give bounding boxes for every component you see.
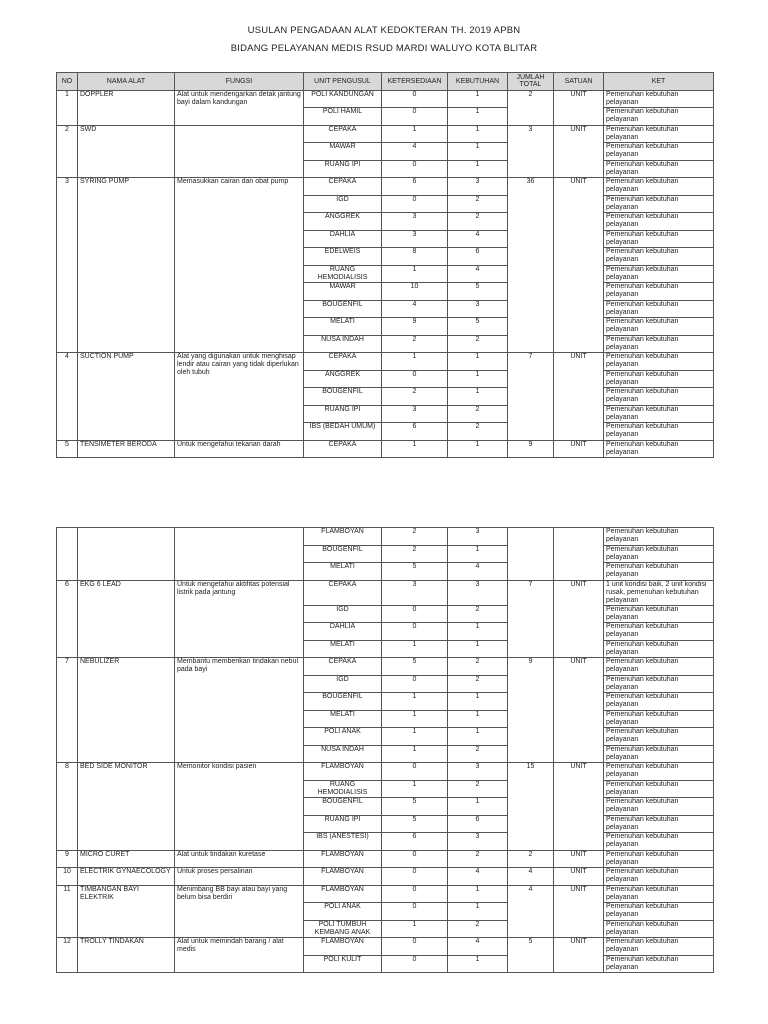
cell-ket: Pemenuhan kebutuhan pelayanan bbox=[604, 230, 714, 248]
cell-ketersediaan: 2 bbox=[382, 335, 448, 353]
cell-ketersediaan: 2 bbox=[382, 528, 448, 546]
cell-unit-pengusul: FLAMBOYAN bbox=[304, 763, 382, 781]
cell-unit-pengusul: DAHLIA bbox=[304, 230, 382, 248]
cell-satuan: UNIT bbox=[554, 763, 604, 851]
cell-unit-pengusul: CEPAKA bbox=[304, 580, 382, 605]
cell-ketersediaan: 1 bbox=[382, 125, 448, 143]
cell-kebutuhan: 1 bbox=[448, 125, 508, 143]
cell-unit-pengusul: RUANG IPI bbox=[304, 160, 382, 178]
cell-jumlah-total bbox=[508, 528, 554, 581]
cell-nama-alat: TROLLY TINDAKAN bbox=[78, 938, 175, 973]
cell-ket: Pemenuhan kebutuhan pelayanan bbox=[604, 353, 714, 371]
cell-unit-pengusul: POLI KULIT bbox=[304, 955, 382, 973]
cell-fungsi bbox=[175, 125, 304, 178]
cell-kebutuhan: 2 bbox=[448, 675, 508, 693]
cell-jumlah-total: 9 bbox=[508, 440, 554, 458]
cell-unit-pengusul: EDELWEIS bbox=[304, 248, 382, 266]
cell-kebutuhan: 5 bbox=[448, 318, 508, 336]
cell-ket: Pemenuhan kebutuhan pelayanan bbox=[604, 605, 714, 623]
cell-ket: Pemenuhan kebutuhan pelayanan bbox=[604, 815, 714, 833]
table-row bbox=[57, 528, 714, 546]
cell-fungsi: Untuk proses persalinan bbox=[175, 868, 304, 886]
header-ket: KET bbox=[604, 73, 714, 91]
cell-kebutuhan: 2 bbox=[448, 423, 508, 441]
table-row bbox=[57, 763, 714, 781]
cell-nama-alat: ELECTRIK GYNAECOLOGY bbox=[78, 868, 175, 886]
cell-unit-pengusul: FLAMBOYAN bbox=[304, 528, 382, 546]
header-nama-alat: NAMA ALAT bbox=[78, 73, 175, 91]
cell-ket: Pemenuhan kebutuhan pelayanan bbox=[604, 780, 714, 798]
cell-ket: Pemenuhan kebutuhan pelayanan bbox=[604, 248, 714, 266]
cell-ketersediaan: 5 bbox=[382, 815, 448, 833]
cell-ketersediaan: 5 bbox=[382, 798, 448, 816]
cell-fungsi: Memonitor kondisi pasien bbox=[175, 763, 304, 851]
cell-ket: Pemenuhan kebutuhan pelayanan bbox=[604, 850, 714, 868]
cell-ketersediaan: 0 bbox=[382, 623, 448, 641]
cell-kebutuhan: 2 bbox=[448, 335, 508, 353]
cell-ketersediaan: 6 bbox=[382, 423, 448, 441]
cell-kebutuhan: 4 bbox=[448, 938, 508, 956]
cell-unit-pengusul: MAWAR bbox=[304, 283, 382, 301]
cell-kebutuhan: 1 bbox=[448, 693, 508, 711]
cell-ket: Pemenuhan kebutuhan pelayanan bbox=[604, 318, 714, 336]
table-row bbox=[57, 658, 714, 676]
cell-jumlah-total: 7 bbox=[508, 353, 554, 441]
cell-no bbox=[57, 528, 78, 581]
equipment-table-part-1 bbox=[56, 72, 714, 458]
cell-ketersediaan: 6 bbox=[382, 178, 448, 196]
document-title: USULAN PENGADAAN ALAT KEDOKTERAN TH. 2019 APBN bbox=[247, 25, 521, 36]
cell-ketersediaan: 0 bbox=[382, 850, 448, 868]
cell-unit-pengusul: IGD bbox=[304, 605, 382, 623]
cell-kebutuhan: 3 bbox=[448, 580, 508, 605]
cell-kebutuhan: 2 bbox=[448, 605, 508, 623]
cell-unit-pengusul: CEPAKA bbox=[304, 353, 382, 371]
cell-ketersediaan: 1 bbox=[382, 710, 448, 728]
cell-unit-pengusul: ANGGREK bbox=[304, 213, 382, 231]
cell-ketersediaan: 5 bbox=[382, 563, 448, 581]
cell-kebutuhan: 2 bbox=[448, 745, 508, 763]
table-row bbox=[57, 125, 714, 143]
cell-ket: 1 unit kondisi baik, 2 unit kondisi rusak, pemenuhan kebutuhan pelayanan bbox=[604, 580, 714, 605]
cell-satuan: UNIT bbox=[554, 868, 604, 886]
cell-kebutuhan: 2 bbox=[448, 780, 508, 798]
cell-nama-alat: BED SIDE MONITOR bbox=[78, 763, 175, 851]
cell-unit-pengusul: BOUGENFIL bbox=[304, 693, 382, 711]
cell-jumlah-total: 4 bbox=[508, 868, 554, 886]
table-row bbox=[57, 868, 714, 886]
cell-ketersediaan: 0 bbox=[382, 955, 448, 973]
cell-nama-alat: MICRO CURET bbox=[78, 850, 175, 868]
header-jumlah-total: JUMLAH TOTAL bbox=[508, 73, 554, 91]
cell-unit-pengusul: CEPAKA bbox=[304, 178, 382, 196]
cell-nama-alat: NEBULIZER bbox=[78, 658, 175, 763]
cell-no: 9 bbox=[57, 850, 78, 868]
cell-fungsi: Membantu memberikan tindakan nebul pada bayi bbox=[175, 658, 304, 763]
cell-kebutuhan: 1 bbox=[448, 798, 508, 816]
table-body-part-1 bbox=[57, 90, 714, 458]
cell-unit-pengusul: POLI KANDUNGAN bbox=[304, 90, 382, 108]
cell-ket: Pemenuhan kebutuhan pelayanan bbox=[604, 955, 714, 973]
cell-ketersediaan: 0 bbox=[382, 605, 448, 623]
cell-nama-alat: TENSIMETER BERODA bbox=[78, 440, 175, 458]
cell-ket: Pemenuhan kebutuhan pelayanan bbox=[604, 745, 714, 763]
cell-no: 10 bbox=[57, 868, 78, 886]
cell-fungsi: Alat untuk tindakan kuretase bbox=[175, 850, 304, 868]
cell-ket: Pemenuhan kebutuhan pelayanan bbox=[604, 563, 714, 581]
cell-ketersediaan: 0 bbox=[382, 903, 448, 921]
cell-unit-pengusul: RUANG IPI bbox=[304, 405, 382, 423]
cell-kebutuhan: 2 bbox=[448, 195, 508, 213]
cell-no: 11 bbox=[57, 885, 78, 938]
cell-unit-pengusul: BOUGENFIL bbox=[304, 300, 382, 318]
cell-jumlah-total: 7 bbox=[508, 580, 554, 658]
cell-ketersediaan: 0 bbox=[382, 90, 448, 108]
cell-kebutuhan: 2 bbox=[448, 658, 508, 676]
cell-ketersediaan: 0 bbox=[382, 763, 448, 781]
cell-jumlah-total: 2 bbox=[508, 90, 554, 125]
header-satuan: SATUAN bbox=[554, 73, 604, 91]
cell-unit-pengusul: POLI ANAK bbox=[304, 903, 382, 921]
cell-satuan bbox=[554, 528, 604, 581]
cell-no: 7 bbox=[57, 658, 78, 763]
cell-kebutuhan: 1 bbox=[448, 108, 508, 126]
cell-ket: Pemenuhan kebutuhan pelayanan bbox=[604, 178, 714, 196]
cell-kebutuhan: 1 bbox=[448, 640, 508, 658]
cell-kebutuhan: 3 bbox=[448, 178, 508, 196]
cell-unit-pengusul: MELATI bbox=[304, 318, 382, 336]
cell-ket: Pemenuhan kebutuhan pelayanan bbox=[604, 213, 714, 231]
table-row bbox=[57, 90, 714, 108]
cell-ket: Pemenuhan kebutuhan pelayanan bbox=[604, 938, 714, 956]
cell-ketersediaan: 0 bbox=[382, 108, 448, 126]
cell-nama-alat: TIMBANGAN BAYI ELEKTRIK bbox=[78, 885, 175, 938]
cell-nama-alat: SUCTION PUMP bbox=[78, 353, 175, 441]
cell-satuan: UNIT bbox=[554, 938, 604, 973]
cell-kebutuhan: 1 bbox=[448, 143, 508, 161]
cell-unit-pengusul: CEPAKA bbox=[304, 440, 382, 458]
document-subtitle: BIDANG PELAYANAN MEDIS RSUD MARDI WALUYO KOTA BLITAR bbox=[230, 43, 538, 54]
cell-kebutuhan: 1 bbox=[448, 955, 508, 973]
cell-nama-alat bbox=[78, 528, 175, 581]
cell-ket: Pemenuhan kebutuhan pelayanan bbox=[604, 623, 714, 641]
cell-kebutuhan: 1 bbox=[448, 388, 508, 406]
cell-ketersediaan: 2 bbox=[382, 388, 448, 406]
cell-satuan: UNIT bbox=[554, 580, 604, 658]
cell-fungsi: Alat untuk mendengarkan detak jantung bayi dalam kandungan bbox=[175, 90, 304, 125]
cell-satuan: UNIT bbox=[554, 90, 604, 125]
cell-unit-pengusul: FLAMBOYAN bbox=[304, 868, 382, 886]
cell-unit-pengusul: RUANG HEMODIALISIS bbox=[304, 265, 382, 283]
cell-no: 1 bbox=[57, 90, 78, 125]
cell-unit-pengusul: BOUGENFIL bbox=[304, 388, 382, 406]
cell-kebutuhan: 1 bbox=[448, 440, 508, 458]
cell-fungsi: Menimbang BB bayi atau bayi yang belum bisa berdiri bbox=[175, 885, 304, 938]
cell-ket: Pemenuhan kebutuhan pelayanan bbox=[604, 90, 714, 108]
cell-fungsi bbox=[175, 528, 304, 581]
cell-unit-pengusul: BOUGENFIL bbox=[304, 798, 382, 816]
cell-kebutuhan: 1 bbox=[448, 728, 508, 746]
cell-ketersediaan: 1 bbox=[382, 920, 448, 938]
cell-kebutuhan: 3 bbox=[448, 300, 508, 318]
cell-unit-pengusul: RUANG IPI bbox=[304, 815, 382, 833]
cell-ket: Pemenuhan kebutuhan pelayanan bbox=[604, 125, 714, 143]
cell-jumlah-total: 3 bbox=[508, 125, 554, 178]
cell-satuan: UNIT bbox=[554, 658, 604, 763]
cell-no: 4 bbox=[57, 353, 78, 441]
cell-jumlah-total: 36 bbox=[508, 178, 554, 353]
cell-ket: Pemenuhan kebutuhan pelayanan bbox=[604, 160, 714, 178]
table-row bbox=[57, 938, 714, 956]
cell-unit-pengusul: CEPAKA bbox=[304, 658, 382, 676]
cell-ket: Pemenuhan kebutuhan pelayanan bbox=[604, 388, 714, 406]
cell-kebutuhan: 1 bbox=[448, 160, 508, 178]
cell-jumlah-total: 2 bbox=[508, 850, 554, 868]
cell-ket: Pemenuhan kebutuhan pelayanan bbox=[604, 528, 714, 546]
cell-jumlah-total: 5 bbox=[508, 938, 554, 973]
cell-ket: Pemenuhan kebutuhan pelayanan bbox=[604, 370, 714, 388]
cell-no: 12 bbox=[57, 938, 78, 973]
cell-satuan: UNIT bbox=[554, 850, 604, 868]
cell-ketersediaan: 1 bbox=[382, 745, 448, 763]
cell-ket: Pemenuhan kebutuhan pelayanan bbox=[604, 640, 714, 658]
cell-unit-pengusul: FLAMBOYAN bbox=[304, 885, 382, 903]
header-ketersediaan: KETERSEDIAAN bbox=[382, 73, 448, 91]
cell-kebutuhan: 4 bbox=[448, 868, 508, 886]
cell-ketersediaan: 3 bbox=[382, 405, 448, 423]
header-no: NO bbox=[57, 73, 78, 91]
table-row bbox=[57, 353, 714, 371]
cell-ketersediaan: 4 bbox=[382, 300, 448, 318]
cell-unit-pengusul: MELATI bbox=[304, 640, 382, 658]
cell-ket: Pemenuhan kebutuhan pelayanan bbox=[604, 265, 714, 283]
cell-kebutuhan: 3 bbox=[448, 833, 508, 851]
cell-unit-pengusul: POLI TUMBUH KEMBANG ANAK bbox=[304, 920, 382, 938]
cell-jumlah-total: 4 bbox=[508, 885, 554, 938]
cell-unit-pengusul: IGD bbox=[304, 195, 382, 213]
cell-ketersediaan: 1 bbox=[382, 265, 448, 283]
cell-kebutuhan: 2 bbox=[448, 405, 508, 423]
cell-unit-pengusul: POLI ANAK bbox=[304, 728, 382, 746]
cell-satuan: UNIT bbox=[554, 440, 604, 458]
cell-kebutuhan: 1 bbox=[448, 90, 508, 108]
table-body-part-2 bbox=[57, 528, 714, 973]
table-row bbox=[57, 885, 714, 903]
cell-ket: Pemenuhan kebutuhan pelayanan bbox=[604, 868, 714, 886]
cell-ketersediaan: 1 bbox=[382, 780, 448, 798]
cell-no: 6 bbox=[57, 580, 78, 658]
cell-fungsi: Alat yang digunakan untuk menghisap lendir atau cairan yang tidak diperlukan oleh tubuh bbox=[175, 353, 304, 441]
cell-no: 8 bbox=[57, 763, 78, 851]
cell-unit-pengusul: FLAMBOYAN bbox=[304, 938, 382, 956]
cell-fungsi: Alat untuk memindah barang / alat medis bbox=[175, 938, 304, 973]
cell-ket: Pemenuhan kebutuhan pelayanan bbox=[604, 675, 714, 693]
cell-ket: Pemenuhan kebutuhan pelayanan bbox=[604, 693, 714, 711]
cell-unit-pengusul: MELATI bbox=[304, 563, 382, 581]
cell-ket: Pemenuhan kebutuhan pelayanan bbox=[604, 300, 714, 318]
cell-ket: Pemenuhan kebutuhan pelayanan bbox=[604, 920, 714, 938]
cell-ket: Pemenuhan kebutuhan pelayanan bbox=[604, 195, 714, 213]
cell-ket: Pemenuhan kebutuhan pelayanan bbox=[604, 405, 714, 423]
cell-kebutuhan: 1 bbox=[448, 623, 508, 641]
cell-ketersediaan: 6 bbox=[382, 833, 448, 851]
cell-kebutuhan: 3 bbox=[448, 528, 508, 546]
cell-ketersediaan: 5 bbox=[382, 658, 448, 676]
header-unit-pengusul: UNIT PENGUSUL bbox=[304, 73, 382, 91]
cell-ketersediaan: 1 bbox=[382, 353, 448, 371]
cell-unit-pengusul: MELATI bbox=[304, 710, 382, 728]
cell-kebutuhan: 1 bbox=[448, 885, 508, 903]
cell-kebutuhan: 3 bbox=[448, 763, 508, 781]
cell-ket: Pemenuhan kebutuhan pelayanan bbox=[604, 833, 714, 851]
cell-unit-pengusul: BOUGENFIL bbox=[304, 545, 382, 563]
cell-fungsi: Untuk mengetahui aktifitas potensial listrik pada jantung bbox=[175, 580, 304, 658]
cell-no: 5 bbox=[57, 440, 78, 458]
cell-ket: Pemenuhan kebutuhan pelayanan bbox=[604, 440, 714, 458]
cell-unit-pengusul: FLAMBOYAN bbox=[304, 850, 382, 868]
cell-fungsi: Memasukkan cairan dan obat pump bbox=[175, 178, 304, 353]
cell-nama-alat: DOPPLER bbox=[78, 90, 175, 125]
table-row bbox=[57, 850, 714, 868]
cell-ket: Pemenuhan kebutuhan pelayanan bbox=[604, 885, 714, 903]
cell-ketersediaan: 0 bbox=[382, 370, 448, 388]
cell-no: 2 bbox=[57, 125, 78, 178]
equipment-table-part-2 bbox=[56, 527, 714, 973]
cell-kebutuhan: 1 bbox=[448, 370, 508, 388]
cell-satuan: UNIT bbox=[554, 885, 604, 938]
cell-unit-pengusul: ANGGREK bbox=[304, 370, 382, 388]
cell-ketersediaan: 2 bbox=[382, 545, 448, 563]
table-row bbox=[57, 440, 714, 458]
cell-unit-pengusul: CEPAKA bbox=[304, 125, 382, 143]
cell-ketersediaan: 0 bbox=[382, 938, 448, 956]
cell-kebutuhan: 1 bbox=[448, 710, 508, 728]
cell-kebutuhan: 4 bbox=[448, 265, 508, 283]
cell-jumlah-total: 9 bbox=[508, 658, 554, 763]
cell-kebutuhan: 6 bbox=[448, 815, 508, 833]
cell-satuan: UNIT bbox=[554, 178, 604, 353]
cell-ket: Pemenuhan kebutuhan pelayanan bbox=[604, 423, 714, 441]
header-fungsi: FUNGSI bbox=[175, 73, 304, 91]
cell-ketersediaan: 0 bbox=[382, 885, 448, 903]
cell-unit-pengusul: MAWAR bbox=[304, 143, 382, 161]
cell-ketersediaan: 3 bbox=[382, 230, 448, 248]
cell-unit-pengusul: IGD bbox=[304, 675, 382, 693]
cell-ketersediaan: 1 bbox=[382, 640, 448, 658]
cell-ket: Pemenuhan kebutuhan pelayanan bbox=[604, 335, 714, 353]
cell-fungsi: Untuk mengetahui tekanan darah bbox=[175, 440, 304, 458]
cell-unit-pengusul: NUSA INDAH bbox=[304, 745, 382, 763]
cell-unit-pengusul: DAHLIA bbox=[304, 623, 382, 641]
cell-ketersediaan: 3 bbox=[382, 213, 448, 231]
cell-ketersediaan: 0 bbox=[382, 195, 448, 213]
cell-nama-alat: SWD bbox=[78, 125, 175, 178]
cell-ketersediaan: 3 bbox=[382, 580, 448, 605]
cell-ketersediaan: 0 bbox=[382, 675, 448, 693]
cell-ket: Pemenuhan kebutuhan pelayanan bbox=[604, 108, 714, 126]
cell-ket: Pemenuhan kebutuhan pelayanan bbox=[604, 545, 714, 563]
cell-kebutuhan: 4 bbox=[448, 230, 508, 248]
cell-nama-alat: EKG 6 LEAD bbox=[78, 580, 175, 658]
cell-ket: Pemenuhan kebutuhan pelayanan bbox=[604, 763, 714, 781]
cell-nama-alat: SYRING PUMP bbox=[78, 178, 175, 353]
header-kebutuhan: KEBUTUHAN bbox=[448, 73, 508, 91]
cell-kebutuhan: 1 bbox=[448, 545, 508, 563]
cell-kebutuhan: 1 bbox=[448, 353, 508, 371]
table-header-row bbox=[57, 73, 714, 91]
cell-unit-pengusul: NUSA INDAH bbox=[304, 335, 382, 353]
cell-kebutuhan: 2 bbox=[448, 850, 508, 868]
cell-satuan: UNIT bbox=[554, 353, 604, 441]
cell-kebutuhan: 6 bbox=[448, 248, 508, 266]
cell-ketersediaan: 4 bbox=[382, 143, 448, 161]
cell-unit-pengusul: IBS (ANESTESI) bbox=[304, 833, 382, 851]
table-row bbox=[57, 178, 714, 196]
cell-kebutuhan: 1 bbox=[448, 903, 508, 921]
cell-ketersediaan: 10 bbox=[382, 283, 448, 301]
cell-ketersediaan: 1 bbox=[382, 440, 448, 458]
cell-ket: Pemenuhan kebutuhan pelayanan bbox=[604, 283, 714, 301]
cell-ket: Pemenuhan kebutuhan pelayanan bbox=[604, 143, 714, 161]
cell-ketersediaan: 1 bbox=[382, 693, 448, 711]
cell-no: 3 bbox=[57, 178, 78, 353]
cell-unit-pengusul: IBS (BEDAH UMUM) bbox=[304, 423, 382, 441]
cell-kebutuhan: 5 bbox=[448, 283, 508, 301]
cell-jumlah-total: 15 bbox=[508, 763, 554, 851]
table-row bbox=[57, 580, 714, 605]
cell-ket: Pemenuhan kebutuhan pelayanan bbox=[604, 710, 714, 728]
cell-ketersediaan: 0 bbox=[382, 160, 448, 178]
cell-unit-pengusul: POLI HAMIL bbox=[304, 108, 382, 126]
cell-ketersediaan: 1 bbox=[382, 728, 448, 746]
cell-kebutuhan: 2 bbox=[448, 213, 508, 231]
cell-kebutuhan: 2 bbox=[448, 920, 508, 938]
cell-ket: Pemenuhan kebutuhan pelayanan bbox=[604, 658, 714, 676]
cell-satuan: UNIT bbox=[554, 125, 604, 178]
cell-ket: Pemenuhan kebutuhan pelayanan bbox=[604, 903, 714, 921]
cell-ketersediaan: 9 bbox=[382, 318, 448, 336]
cell-ketersediaan: 8 bbox=[382, 248, 448, 266]
cell-unit-pengusul: RUANG HEMODIALISIS bbox=[304, 780, 382, 798]
cell-ket: Pemenuhan kebutuhan pelayanan bbox=[604, 798, 714, 816]
cell-kebutuhan: 4 bbox=[448, 563, 508, 581]
cell-ket: Pemenuhan kebutuhan pelayanan bbox=[604, 728, 714, 746]
cell-ketersediaan: 0 bbox=[382, 868, 448, 886]
